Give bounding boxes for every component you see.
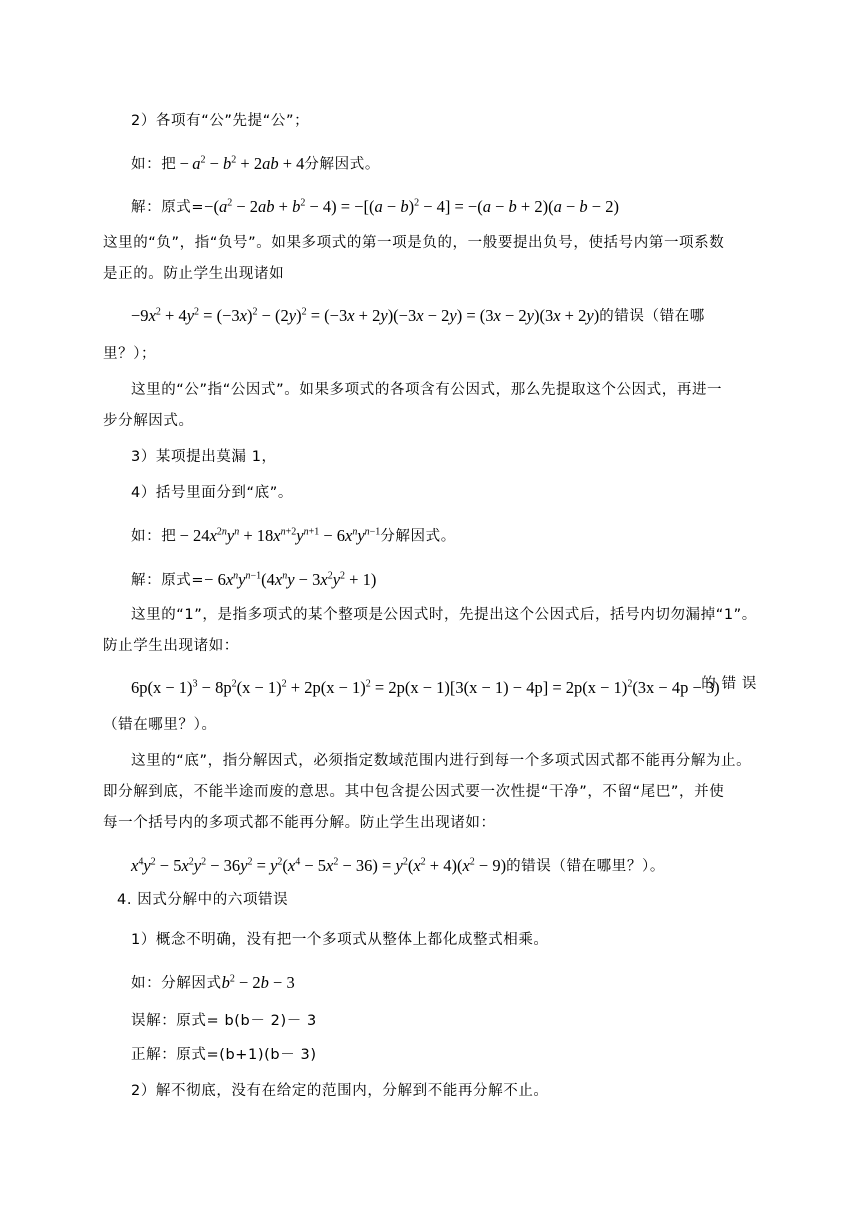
paragraph-negative-line-2: 是正的。防止学生出现诸如 <box>103 266 285 282</box>
rule-3-heading: 3）某项提出莫漏 1， <box>131 449 277 465</box>
example-3 <box>131 968 295 995</box>
wrong-example-suffix: 的错误（错在哪 <box>599 308 705 325</box>
paragraph-common-line-1: 这里的“公”指“公因式”。如果多项式的各项含有公因式，那么先提取这个公因式，再进一 <box>131 382 723 398</box>
paragraph-one-line-2: 防止学生出现诸如： <box>103 638 239 654</box>
wrong-example-suffix: 的错误（错在哪里？）。 <box>506 858 665 875</box>
example-suffix: 分解因式。 <box>380 528 456 545</box>
correct-solution-text: 正解：原式=(b+1)(b－ 3) <box>131 1047 317 1063</box>
example-prefix: 如：分解因式 <box>131 975 222 992</box>
math-expression: $-9x^2 + 4y^2 = (-3x)^2 - (2y)^2 = (-3x + 2y)(-3x - 2y) = (3x - 2y)(3x + 2y)$ <box>131 305 600 325</box>
math-expression: − $24x^{2n}y^n + 18x^{n+2}y^{n+1} - 6x^ny^{n-1}$ <box>176 525 381 545</box>
wrong-example-1-tail: 里？）； <box>103 346 157 362</box>
paragraph-negative-line-1: 这里的“负”，指“负号”。如果多项式的第一项是负的，一般要提出负号，使括号内第一项系数 <box>103 235 725 251</box>
section-4-heading: 4. 因式分解中的六项错误 <box>117 892 289 908</box>
rule-2-heading: 2）各项有“公”先提“公”； <box>131 113 310 129</box>
math-expression: $6p(x - 1)^3 - 8p^2(x - 1)^2 + 2p(x - 1)^2 = 2p(x - 1)[3(x - 1) - 4p] = 2p(x - 1)^2(3x - 4p - 3)$ <box>131 677 720 697</box>
wrong-example-3 <box>131 851 665 878</box>
wrong-solution-text: 误解：原式= b(b－ 2)－ 3 <box>131 1013 317 1029</box>
math-expression: − $a^2 - b^2 + 2ab + 4$ <box>176 153 305 173</box>
example-prefix: 如：把 <box>131 156 177 173</box>
wrong-example-2 <box>131 673 757 699</box>
paragraph-bottom-line-1: 这里的“底”，指分解因式，必须指定数域范围内进行到每一个多项式因式都不能再分解为止。 <box>131 753 752 769</box>
wrong-example-2-tail: （错在哪里？）。 <box>103 717 217 733</box>
example-2 <box>131 521 456 548</box>
solution-prefix: 解：原式= <box>131 199 205 216</box>
wrong-solution <box>131 1009 317 1032</box>
paragraph-common-line-2: 步分解因式。 <box>103 413 194 429</box>
wrong-example-suffix: 的 错 误 <box>701 676 757 692</box>
error-1-heading: 1）概念不明确，没有把一个多项式从整体上都化成整式相乘。 <box>131 932 549 948</box>
wrong-example-1 <box>131 301 705 328</box>
error-2-heading: 2）解不彻底，没有在给定的范围内，分解到不能再分解不止。 <box>131 1083 549 1099</box>
solution-2 <box>131 565 376 592</box>
paragraph-bottom-line-2: 即分解到底，不能半途而废的意思。其中包含提公因式要一次性提“干净”，不留“尾巴”，并使 <box>103 784 725 800</box>
solution-1 <box>131 192 619 219</box>
math-expression: $x^4y^2 - 5x^2y^2 - 36y^2 = y^2(x^4 - 5x^2 - 36) = y^2(x^2 + 4)(x^2 - 9)$ <box>131 855 507 875</box>
example-suffix: 分解因式。 <box>304 156 380 173</box>
solution-prefix: 解：原式= <box>131 572 205 589</box>
example-prefix: 如：把 <box>131 528 177 545</box>
correct-solution <box>131 1043 317 1066</box>
rule-4-heading: 4）括号里面分到“底”。 <box>131 485 293 501</box>
math-expression: $-(a^2 - 2ab + b^2 - 4) = -[(a - b)^2 - 4] = -(a - b + 2)(a - b - 2)$ <box>204 196 619 216</box>
paragraph-bottom-line-3: 每一个括号内的多项式都不能再分解。防止学生出现诸如： <box>103 815 496 831</box>
math-expression: − $6x^ny^{n-1}(4x^ny - 3x^2y^2 + 1)$ <box>204 569 377 589</box>
paragraph-one-line-1: 这里的“1”，是指多项式的某个整项是公因式时，先提出这个公因式后，括号内切勿漏掉“1”。 <box>131 607 757 623</box>
example-1 <box>131 149 380 176</box>
math-expression: $b^2 - 2b - 3$ <box>221 972 295 992</box>
